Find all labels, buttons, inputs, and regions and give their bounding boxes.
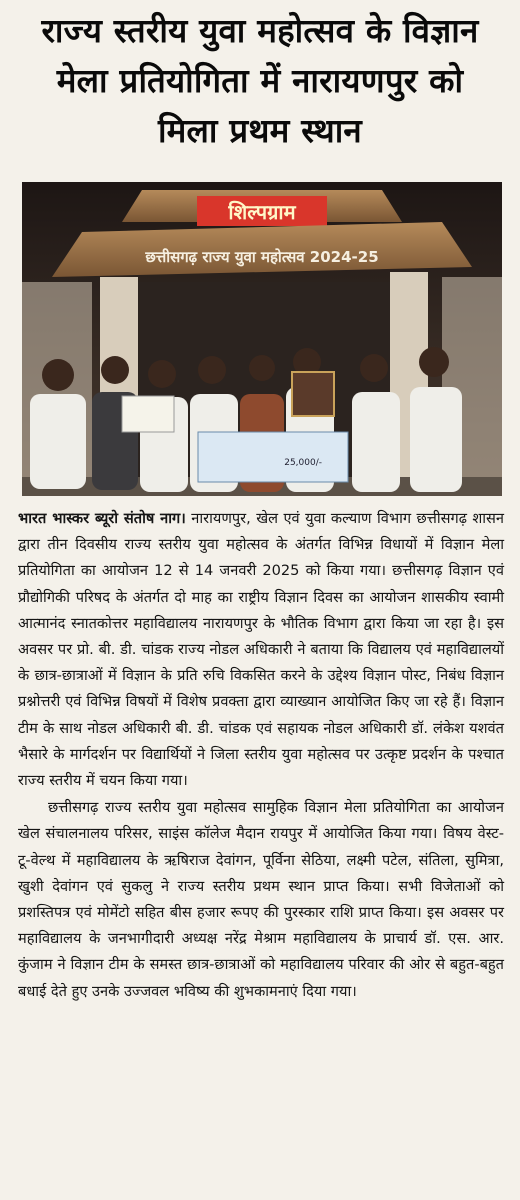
paragraph-2: छत्तीसगढ़ राज्य स्तरीय युवा महोत्सव सामुहिक विज्ञान मेला प्रतियोगिता का आयोजन खेल संचालनालय परिसर, साइंस कॉलेज मैदान रायपुर में आयोजित किया गया। विषय वेस्ट-टू-वेल्थ में महाविद्यालय के ऋषिराज देवांगन, पूर्विना सेठिया, लक्ष्मी पटेल, संतिला, सुमित्रा, खुशी देवांगन एवं सुकलु ने राज्य स्तरीय प्रथम स्थान प्राप्त किया। सभी विजेताओं को प्रशस्तिपत्र एवं मोमेंटो सहित बीस हजार रूपए की पुरस्कार राशि प्राप्त किया। इस अवसर पर महाविद्यालय के जनभागीदारी अध्यक्ष नरेंद्र मेश्राम महाविद्यालय के प्राचार्य डॉ. एस. आर. कुंजाम ने विज्ञान टीम के समस्त छात्र-छात्राओं को महाविद्यालय परिवार की ओर से बहुत-बहुत बधाई देते हुए उनके उज्जवल भविष्य की शुभकामनाएं दिया गया। [18,799,504,1000]
group-photo-illustration [22,182,502,496]
arch-text: छत्तीसगढ़ राज्य युवा महोत्सव 2024-25 [145,248,379,266]
headline-line-3: मिला प्रथम स्थान [158,111,362,150]
byline: भारत भास्कर ब्यूरो संतोष नाग। [18,510,186,527]
prize-cheque [198,432,348,482]
article-body [18,506,504,1005]
paragraph-1 [18,506,504,794]
headline-line-1: राज्य स्तरीय युवा महोत्सव के विज्ञान [41,11,479,50]
sign-text: शिल्पग्राम [228,200,296,224]
headline-line-2: मेला प्रतियोगिता में नारायणपुर को [56,61,464,100]
cheque-amount: 25,000/- [284,458,322,468]
headline [12,6,508,156]
paragraph-1-text: नारायणपुर, खेल एवं युवा कल्याण विभाग छत्तीसगढ़ शासन द्वारा तीन दिवसीय राज्य स्तरीय युवा महोत्सव के अंतर्गत विभिन्न विधायों में विज्ञान मेला प्रतियोगिता का आयोजन 12 से 14 जनवरी 2025 को किया गया। छत्तीसगढ़ विज्ञान एवं प्रौद्योगिकी परिषद के अंतर्गत दो माह का राष्ट्रीय विज्ञान दिवस का आयोजन शासकीय स्वामी आत्मानंद स्नातकोत्तर महाविद्यालय नारायणपुर के भौतिक विभाग द्वारा किया जा रहा है। इस अवसर पर प्रो. बी. डी. चांडक राज्य नोडल अधिकारी ने बताया कि विद्यालय एवं महाविद्यालयों के छात्र-छात्राओं में विज्ञान के प्रति रुचि विकसित करने के उद्देश्य विज्ञान पोस्ट, निबंध विज्ञान प्रश्नोत्तरी एवं विभिन्न विषयों में विशेष प्रवक्ता द्वारा व्याख्यान आयोजित किए जा रहे हैं। विज्ञान टीम के साथ नोडल अधिकारी बी. डी. चांडक एवं सहायक नोडल अधिकारी डॉ. लंकेश यशवंत भैसारे के मार्गदर्शन पर विद्यार्थियों ने जिला स्तरीय युवा महोत्सव पर उत्कृष्ट प्रदर्शन के पश्चात राज्य स्तरीय में चयन किया गया। [18,510,505,790]
news-photo [22,182,502,496]
